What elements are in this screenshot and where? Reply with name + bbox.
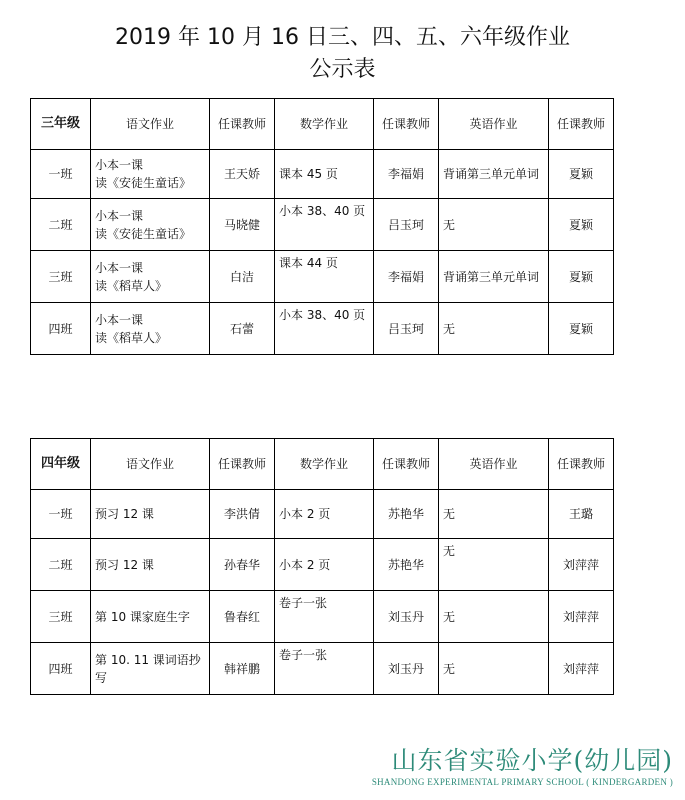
chinese-teacher: 李洪倩: [210, 490, 275, 539]
math-homework: 小本 2 页: [275, 539, 374, 591]
english-homework: 无: [439, 591, 549, 643]
math-homework: 课本 44 页: [275, 251, 374, 303]
table-header-row: [31, 439, 614, 490]
header-teacher: 任课教师: [374, 439, 439, 490]
school-watermark-logo: [372, 746, 673, 788]
header-english: 英语作业: [439, 439, 549, 490]
english-homework: 无: [439, 490, 549, 539]
table-row: [31, 490, 614, 539]
grade-4-homework-table: [30, 438, 614, 695]
math-homework: 小本 38、40 页: [275, 199, 374, 251]
chinese-teacher: 韩祥鹏: [210, 643, 275, 695]
english-teacher: 刘萍萍: [549, 643, 614, 695]
chinese-homework: 小本一课 读《稻草人》: [91, 251, 210, 303]
class-name: 四班: [31, 303, 91, 355]
math-teacher: 刘玉丹: [374, 643, 439, 695]
chinese-teacher: 白洁: [210, 251, 275, 303]
english-teacher: 夏颖: [549, 150, 614, 199]
school-name-chinese: 山东省实验小学(幼儿园): [391, 746, 673, 775]
class-name: 三班: [31, 591, 91, 643]
math-homework: 卷子一张: [275, 643, 374, 695]
table-row: [31, 539, 614, 591]
header-chinese: 语文作业: [91, 99, 210, 150]
header-math: 数学作业: [275, 439, 374, 490]
header-math: 数学作业: [275, 99, 374, 150]
class-name: 四班: [31, 643, 91, 695]
class-name: 二班: [31, 539, 91, 591]
table-row: [31, 251, 614, 303]
chinese-teacher: 孙春华: [210, 539, 275, 591]
english-homework: 无: [439, 539, 549, 591]
english-homework: 无: [439, 303, 549, 355]
class-name: 一班: [31, 490, 91, 539]
chinese-homework: 第 10. 11 课词语抄写: [91, 643, 210, 695]
math-homework: 小本 2 页: [275, 490, 374, 539]
page-title: [0, 22, 685, 86]
english-teacher: 夏颖: [549, 199, 614, 251]
school-name-english: SHANDONG EXPERIMENTAL PRIMARY SCHOOL ( KINDERGARDEN ): [371, 777, 673, 787]
english-teacher: 刘萍萍: [549, 539, 614, 591]
chinese-teacher: 石蕾: [210, 303, 275, 355]
table-row: [31, 303, 614, 355]
english-teacher: 刘萍萍: [549, 591, 614, 643]
grade-label: 三年级: [31, 99, 91, 150]
table-row: [31, 199, 614, 251]
english-homework: 背诵第三单元单词: [439, 251, 549, 303]
chinese-homework: 小本一课 读《稻草人》: [91, 303, 210, 355]
table-row: [31, 591, 614, 643]
header-teacher: 任课教师: [549, 439, 614, 490]
english-teacher: 王璐: [549, 490, 614, 539]
title-line-1: 2019 年 10 月 16 日三、四、五、六年级作业: [115, 25, 570, 50]
chinese-homework: 小本一课 读《安徒生童话》: [91, 199, 210, 251]
english-homework: 背诵第三单元单词: [439, 150, 549, 199]
header-teacher: 任课教师: [374, 99, 439, 150]
chinese-teacher: 王天娇: [210, 150, 275, 199]
class-name: 一班: [31, 150, 91, 199]
chinese-homework: 第 10 课家庭生字: [91, 591, 210, 643]
math-teacher: 苏艳华: [374, 490, 439, 539]
chinese-homework: 小本一课 读《安徒生童话》: [91, 150, 210, 199]
math-homework: 课本 45 页: [275, 150, 374, 199]
english-teacher: 夏颖: [549, 251, 614, 303]
title-line-2: 公示表: [309, 57, 376, 82]
math-teacher: 吕玉珂: [374, 199, 439, 251]
math-teacher: 李福娟: [374, 251, 439, 303]
class-name: 二班: [31, 199, 91, 251]
header-chinese: 语文作业: [91, 439, 210, 490]
english-teacher: 夏颖: [549, 303, 614, 355]
english-homework: 无: [439, 643, 549, 695]
math-teacher: 李福娟: [374, 150, 439, 199]
math-homework: 小本 38、40 页: [275, 303, 374, 355]
chinese-teacher: 鲁春红: [210, 591, 275, 643]
table-row: [31, 150, 614, 199]
chinese-homework: 预习 12 课: [91, 490, 210, 539]
header-teacher: 任课教师: [210, 99, 275, 150]
class-name: 三班: [31, 251, 91, 303]
header-english: 英语作业: [439, 99, 549, 150]
chinese-homework: 预习 12 课: [91, 539, 210, 591]
header-teacher: 任课教师: [210, 439, 275, 490]
grade-label: 四年级: [31, 439, 91, 490]
math-teacher: 苏艳华: [374, 539, 439, 591]
table-header-row: [31, 99, 614, 150]
math-teacher: 吕玉珂: [374, 303, 439, 355]
header-teacher: 任课教师: [549, 99, 614, 150]
math-teacher: 刘玉丹: [374, 591, 439, 643]
table-row: [31, 643, 614, 695]
chinese-teacher: 马晓健: [210, 199, 275, 251]
english-homework: 无: [439, 199, 549, 251]
math-homework: 卷子一张: [275, 591, 374, 643]
grade-3-homework-table: [30, 98, 614, 355]
